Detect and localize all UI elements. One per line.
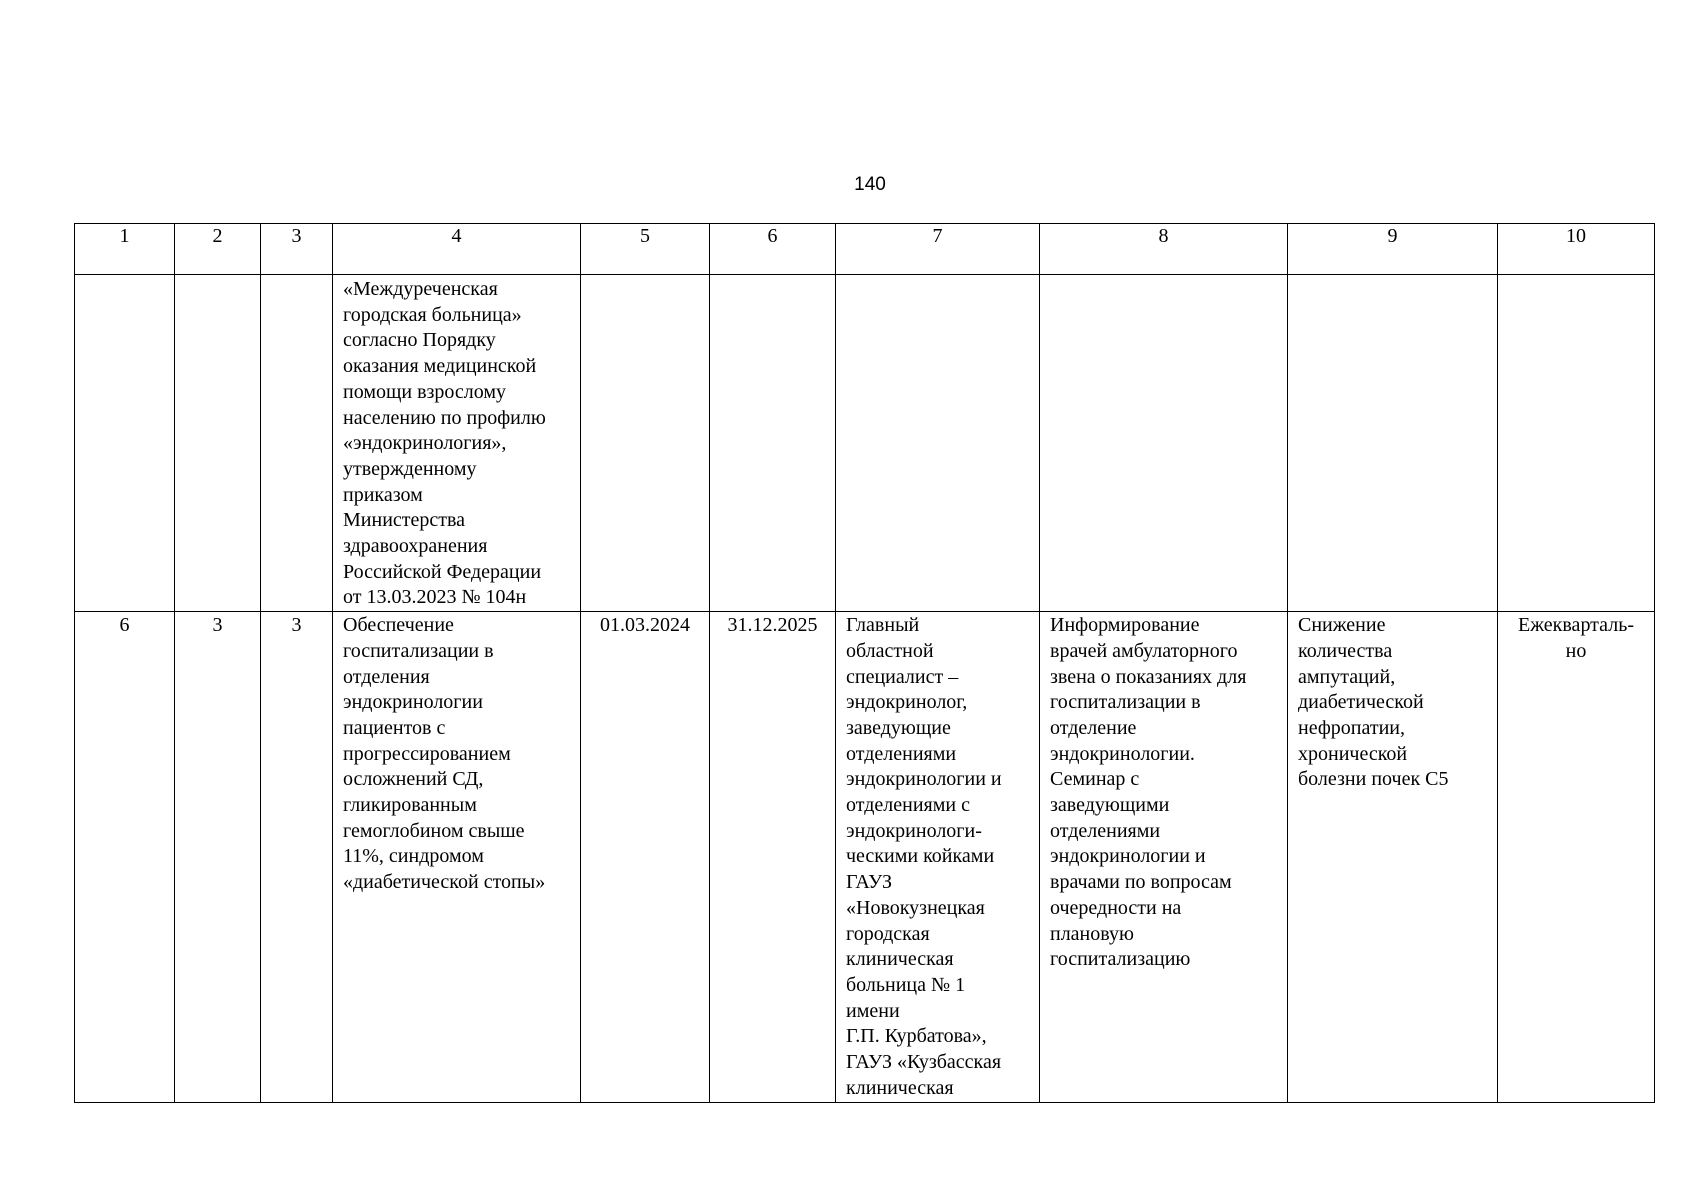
header-cell: 1 (75, 224, 175, 275)
table-cell (1040, 275, 1288, 612)
table-cell-number: 6 (75, 612, 175, 1102)
table-cell (261, 275, 333, 612)
table-cell (1498, 275, 1655, 612)
table-cell-result: Снижение количества ампутаций, диабетической нефропатии, хронической болезни почек С5 (1288, 612, 1498, 1102)
header-cell: 9 (1288, 224, 1498, 275)
table-cell-description: «Междуреченская городская больница» согласно Порядку оказания медицинской помощи взрослому населению по профилю «эндокринология», утвержденному приказом Министерства здравоохранения Российской Федерации от 13.03.2023 № 104н (333, 275, 581, 612)
table-cell-actions: Информирование врачей амбулаторного звена о показаниях для госпитализации в отделение эндокринологии. Семинар с заведующими отделениями эндокринологии и врачами по вопросам очередности на плановую госпитализацию (1040, 612, 1288, 1102)
table-cell-frequency: Ежекварталь- но (1498, 612, 1655, 1102)
table-cell (581, 275, 710, 612)
header-cell: 3 (261, 224, 333, 275)
table-row (75, 275, 1655, 612)
table-cell (836, 275, 1040, 612)
table-header-row (75, 224, 1655, 275)
table-row (75, 612, 1655, 1102)
table-cell (710, 275, 836, 612)
header-cell: 2 (175, 224, 261, 275)
table-cell-number: 3 (261, 612, 333, 1102)
table-cell-end-date: 31.12.2025 (710, 612, 836, 1102)
header-cell: 7 (836, 224, 1040, 275)
header-cell: 6 (710, 224, 836, 275)
table-cell (75, 275, 175, 612)
header-cell: 4 (333, 224, 581, 275)
table-cell-start-date: 01.03.2024 (581, 612, 710, 1102)
table-cell-description: Обеспечение госпитализации в отделения эндокринологии пациентов с прогрессированием осложнений СД, гликированным гемоглобином свыше 11%, синдромом «диабетической стопы» (333, 612, 581, 1102)
page-number: 140 (854, 174, 886, 195)
table-cell (175, 275, 261, 612)
header-cell: 10 (1498, 224, 1655, 275)
header-cell: 8 (1040, 224, 1288, 275)
table-cell (1288, 275, 1498, 612)
plan-table (74, 223, 1655, 1103)
header-cell: 5 (581, 224, 710, 275)
table-cell-responsible: Главный областной специалист – эндокринолог, заведующие отделениями эндокринологии и отделениями с эндокринологи- ческими койками ГАУЗ «Новокузнецкая городская клиническая больница № 1 имени Г.П. Курбатова», ГАУЗ «Кузбасская клиническая (836, 612, 1040, 1102)
table-cell-number: 3 (175, 612, 261, 1102)
